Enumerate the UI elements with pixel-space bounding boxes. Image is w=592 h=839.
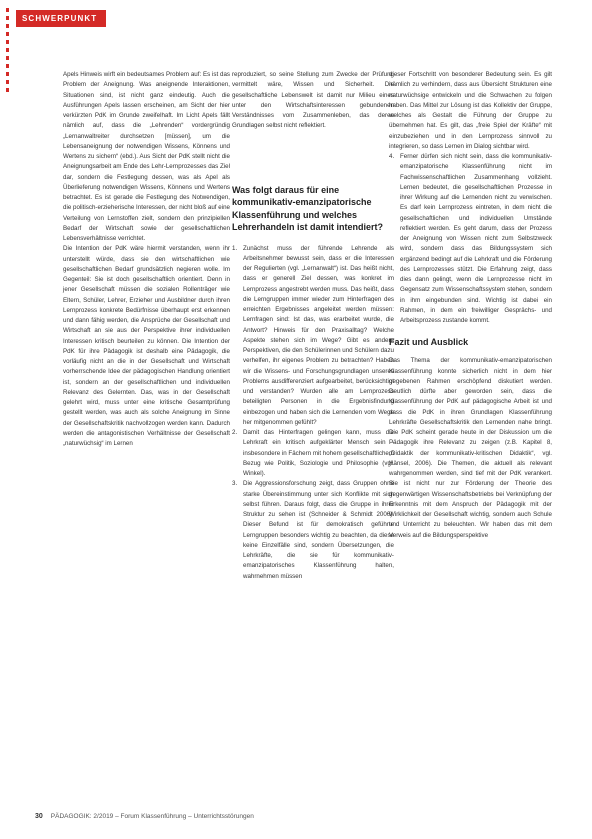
paragraph: dieser Fortschritt von besonderer Bedeutung sein. Es gilt nämlich zu verhindern, dass aus Übersicht Strukturen eine naturwüchsige entwickeln und die Schwachen zu folgen haben. Das Mittel zur Lösung ist das Kollektiv der Gruppe, welches als Gestalt die Führung der Gruppe zu übernehmen hat. Es gilt, das „freie Spiel der Kräfte“ mit einzubeziehen und in den Lernprozess sinnvoll zu integrieren, so dass Lernen im Dialog sichtbar wird. [389,71,552,150]
list-number: 1. [232,244,238,252]
list-number: 3. [232,480,238,488]
list-number: 4. [389,153,395,160]
page-number: 30 [35,813,43,820]
subheading-klassenfuehrung: Was folgt daraus für eine kommunikativ-emanzipatorische Klassenführung und welches Lehrerhandeln ist damit intendiert? [232,184,384,232]
column-1 [63,70,230,449]
section-label: SCHWERPUNKT [16,10,106,27]
list-item-text: Zunächst muss der führende Lehrende als Arbeitsnehmer bewusst sein, dass er die Interessen der Regulierten (vgl. „Lernanwalt“) ist. Das heißt nicht, dass er generell Ziel dessen, was konkret im Lernprozess angestrebt werden muss. Das heißt, dass die Lerngruppen immer wieder zum Hinterfragen des erreichten Ergebnisses angeleitet werden müssen: Lernfragen sind: Ist das, was erarbeitet wurde, die Antwort? Hinweis für den Praxisalltag? Welche Aspekte stehen sich im Wege? Gibt es andere Perspektiven, die den Schülerinnen und Schülern dazu verhelfen, ihr eigenes Problem zu betrachten? Haben wir die Wissens- und Forschungsgrundlagen unseres Problems ausdifferenziert aufgearbeitet, berücksichtigt und verstanden? Wurden alle am Lernprozess beteiligten Personen in die Ergebnisfindung einbezogen und haben sich die Lernenden vom Wege her mitgenommen gefühlt? [243,244,394,426]
list-item-text: Die Aggressionsforschung zeigt, dass Gruppen ohne starke Übereinstimmung unter sich Konflikte mit sich selbst führen. Daraus folgt, dass die Gruppe in ihrer Struktur zu sehen ist (Schneider & Schmidt 2006). Dieser Befund ist für demokratisch geführte Lerngruppen besonders wichtig zu beachten, da diese keine Einzelfälle sind, sondern Übersetzungen, die Lehrkräfte, die sie für kommunikativ-emanzipatorisches Klassenführung halten, wahrnehmen müssen [243,480,394,580]
paragraph: Das Thema der kommunikativ-emanzipatorischen Klassenführung konnte sicherlich nicht in dem hier gegebenen Rahmen erschöpfend diskutiert werden. Deutlich dürfte aber geworden sein, dass die Klassenführung der PdK auf pädagogische Arbeit ist und dass die PdK in ihren Grundlagen Klassenführung Lehrkräfte Gesellschaftskritik den Lernenden nahe bringt. Die PdK scheint gerade heute in der Diskussion um die Pädagogik ihre Relevanz zu zeigen (z.B. Kapitel 8, „Didaktik der kommunikativ-kritischen Didaktik“, vgl. Hänsel, 2006). Die Themen, die aktuell als relevant wahrgenommen werden, sind tief mit der PdK verankert. Sie ist nicht nur zur Förderung der Theorie des gegenwärtigen Wissenschaftsbetriebs bei Verknüpfung der Erkenntnis mit dem Anspruch der Pädagogik mit der Wirklichkeit der Gesellschaft wichtig, sondern auch Schule und Unterricht zu beleuchten. Wir haben das mit dem Verweis auf die Bildungsperspektive [389,357,552,539]
list-item [389,152,552,326]
list-item [232,479,394,582]
page-footer [35,813,254,820]
list-item-text: Damit das Hinterfragen gelingen kann, muss die Lehrkraft ein kritisch aufgeklärter Mensch sein – insbesondere in Fächern mit hohem gesellschaftlichem Bezug wie Politik, Soziologie und Philosophie (vgl. Winkel). [243,429,394,477]
numbered-list [389,152,552,326]
list-number: 2. [232,429,238,436]
column-2 [232,70,394,582]
paragraph: Die Intention der PdK wäre hiermit verstanden, wenn ihr unterstellt würde, dass sie den wirtschaftlichen wie gesellschaftlichen Bedarf grundsätzlich negieren wolle. Im Gegenteil: Sie ist doch gesellschaftlich orientiert. Denn in jener Gesellschaft müssen die sozialen Rollenträger wie Eltern, Schüler, Lehrer, Erzieher und Ausbildner durch ihren Lernprozess konkrete Bedürfnisse überhaupt erst erkennen und dann fähig werden, die Ansprüche der Gesellschaft und Wirtschaft an sie aus der Perspektive ihrer individuellen Interessen kritisch beurteilen zu können. Die Intention der PdK für ihre Pädagogik ist deshalb eine Pädagogik, die vorläufig nicht an die in der Gesellschaft und Wirtschaft vorherrschende Idee der pädagogischen Handlung orientiert ist, sondern an der gesellschaftlichen und individuellen Relevanz des Gelernten. Das, was in der Gesellschaft gelehrt wird, muss unter eine kritische Gesamtprüfung gestellt werden, was auch als solche Aneignung im Sinne der Gesellschaftskritik nachvollzogen werden kann. Dadurch werden die antagonistischen Verhältnisse der Gesellschaft „naturwüchsig“ im Lernen [63,245,230,447]
subheading-fazit: Fazit und Ausblick [389,337,469,348]
paragraph: Apels Hinweis wirft ein bedeutsames Problem auf: Es ist das Problem der Aneignung. Was aneignende Interaktionen, Situationen sind, ist nicht ganz eindeutig. Auch die Ausführungen Apels lassen erscheinen, am Sicht der hier verkürzten PdK im Grunde zweifelhaft. Im Licht Apels fällt nämlich auf, dass die „Lehrenden“ vordergründig „Lernanwaltreiter durchsetzen [müssen], um die Lebensaneignung der notwendigen Wissens, Könnens und Wertens zu sichern“ (ebd.). Aus Sicht der PdK stellt nicht die Aneignungsarbeit am Ende des Lehr-Lernprozesses das Ziel dar, sondern die Festlegung dessen, was als Apel als Überlieferung notwendigen Wissens, Könnens und Wertens betrachtet. Es ist gerade die Festlegung des Notwendigen, die politisch-erzieherische Interessen, der nicht bloß auf eine Verteilung von Lernstoffen zielt, sondern den prinzipiellen Bedarf der Wirtschaft sowie der gesellschaftlichen Lebensverhältnisse verrichtet. [63,71,230,242]
list-item [232,244,394,429]
list-item [232,428,394,479]
column-3 [389,70,552,541]
publication-line: PÄDAGOGIK: 2/2019 – Forum Klassenführung – Unterrichtsstörungen [50,813,254,820]
numbered-list [232,244,394,582]
paragraph: reproduziert, so seine Stellung zum Zwecke der Prüfung vermittelt wäre, Wissen und Sicherheit. Die gesellschaftliche Lebenswelt ist damit nur Milieu eines unter den Wirtschaftsinteressen gebundenen Verständnisses vom Zusammenleben, das deren Grundlagen selbst nicht reflektiert. [232,71,394,130]
list-item-text: Ferner dürfen sich nicht sein, dass die kommunikativ-emanzipatorische Klassenführung nicht im Fachwissenschaftlichen Zusammenhang vollzieht. Lernen bedeutet, die gesellschaftlichen Prozesse in ihrer Wirkung auf die Lernenden nicht zu verwischen. Es darf kein Lernprozess eintreten, in dem nicht die gesellschaftlichen und individuellen Umstände reflektiert werden. Es geht darum, dass der Prozess der Aneignung von Wissen nicht zum Selbstzweck wird, sondern dass das Bildungssystem sich ergänzend bedingt auf die Lehrkraft und die Förderung des Lernprozesses stützt. Die Erfahrung zeigt, dass dies dann gelingt, wenn die Lernprozesse nicht im Gegensatz zum Wissenschaftssystem stehen, sondern in ihm eingebunden sind. Wichtig ist dabei ein Rahmen, in dem ein freiwilliger Gesprächs- und Arbeitsprozess zustande kommt. [400,153,552,324]
section-marker-rule [6,8,9,96]
